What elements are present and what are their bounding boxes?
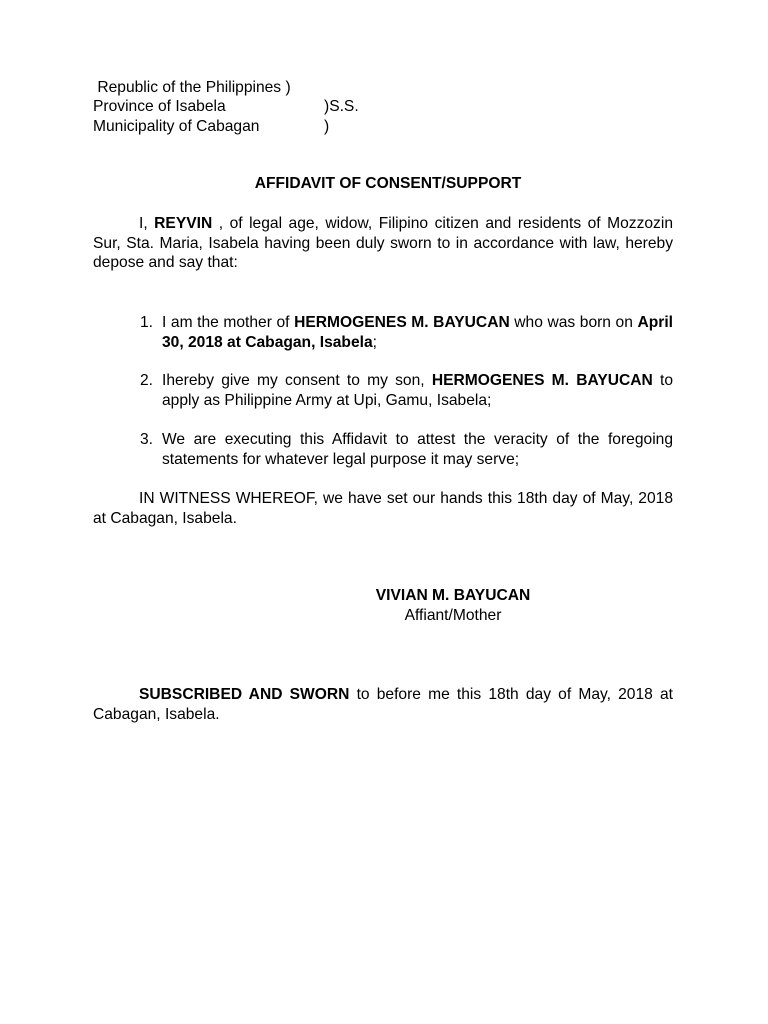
affiant-first-name: REYVIN <box>154 215 213 232</box>
intro-paragraph <box>93 214 673 273</box>
witness-paragraph: IN WITNESS WHEREOF, we have set our hands this 18th day of May, 2018 at Cabagan, Isabela. <box>93 490 673 527</box>
header-province: Province of Isabela <box>93 98 226 115</box>
list-number: 1. <box>140 314 154 331</box>
list-number: 3. <box>140 431 154 448</box>
son-name: HERMOGENES M. BAYUCAN <box>294 314 510 331</box>
jurat-text: to before me this 18th day of May, 2018 at Cabagan, Isabela. <box>93 686 673 723</box>
item-text: Ihereby give my consent to my son, <box>162 372 432 389</box>
son-name: HERMOGENES M. BAYUCAN <box>431 372 653 389</box>
header-municipality: Municipality of Cabagan <box>93 118 260 135</box>
item-text: who was born on <box>509 314 638 331</box>
intro-prefix: I, <box>139 215 155 232</box>
item-text: ; <box>372 333 377 351</box>
affiant-role: Affiant/Mother <box>404 607 502 624</box>
header-paren: ) <box>324 118 330 135</box>
item-text: I am the mother of <box>162 314 295 331</box>
header-ss: )S.S. <box>324 98 359 115</box>
jurat-bold: SUBSCRIBED AND SWORN <box>139 686 350 703</box>
affiant-signature-name: VIVIAN M. BAYUCAN <box>375 587 531 604</box>
intro-text: , of legal age, widow, Filipino citizen and residents of Mozzozin Sur, Sta. Maria, Isabela having been duly sworn to in accordance with law, hereby depose and say that: <box>93 215 673 272</box>
list-item <box>137 371 673 410</box>
birth-details: April 30, 2018 at Cabagan, Isabela <box>162 314 673 351</box>
list-number: 2. <box>140 372 154 389</box>
jurat-paragraph <box>93 685 673 724</box>
item-text: to apply as Philippine Army at Upi, Gamu, Isabela; <box>162 372 673 409</box>
item-text: We are executing this Affidavit to attest the veracity of the foregoing statements for whatever legal purpose it may serve; <box>162 431 673 468</box>
list-item <box>137 313 673 352</box>
list-item <box>137 430 673 469</box>
header-republic: Republic of the Philippines ) <box>93 79 291 96</box>
document-title: AFFIDAVIT OF CONSENT/SUPPORT <box>254 175 522 192</box>
